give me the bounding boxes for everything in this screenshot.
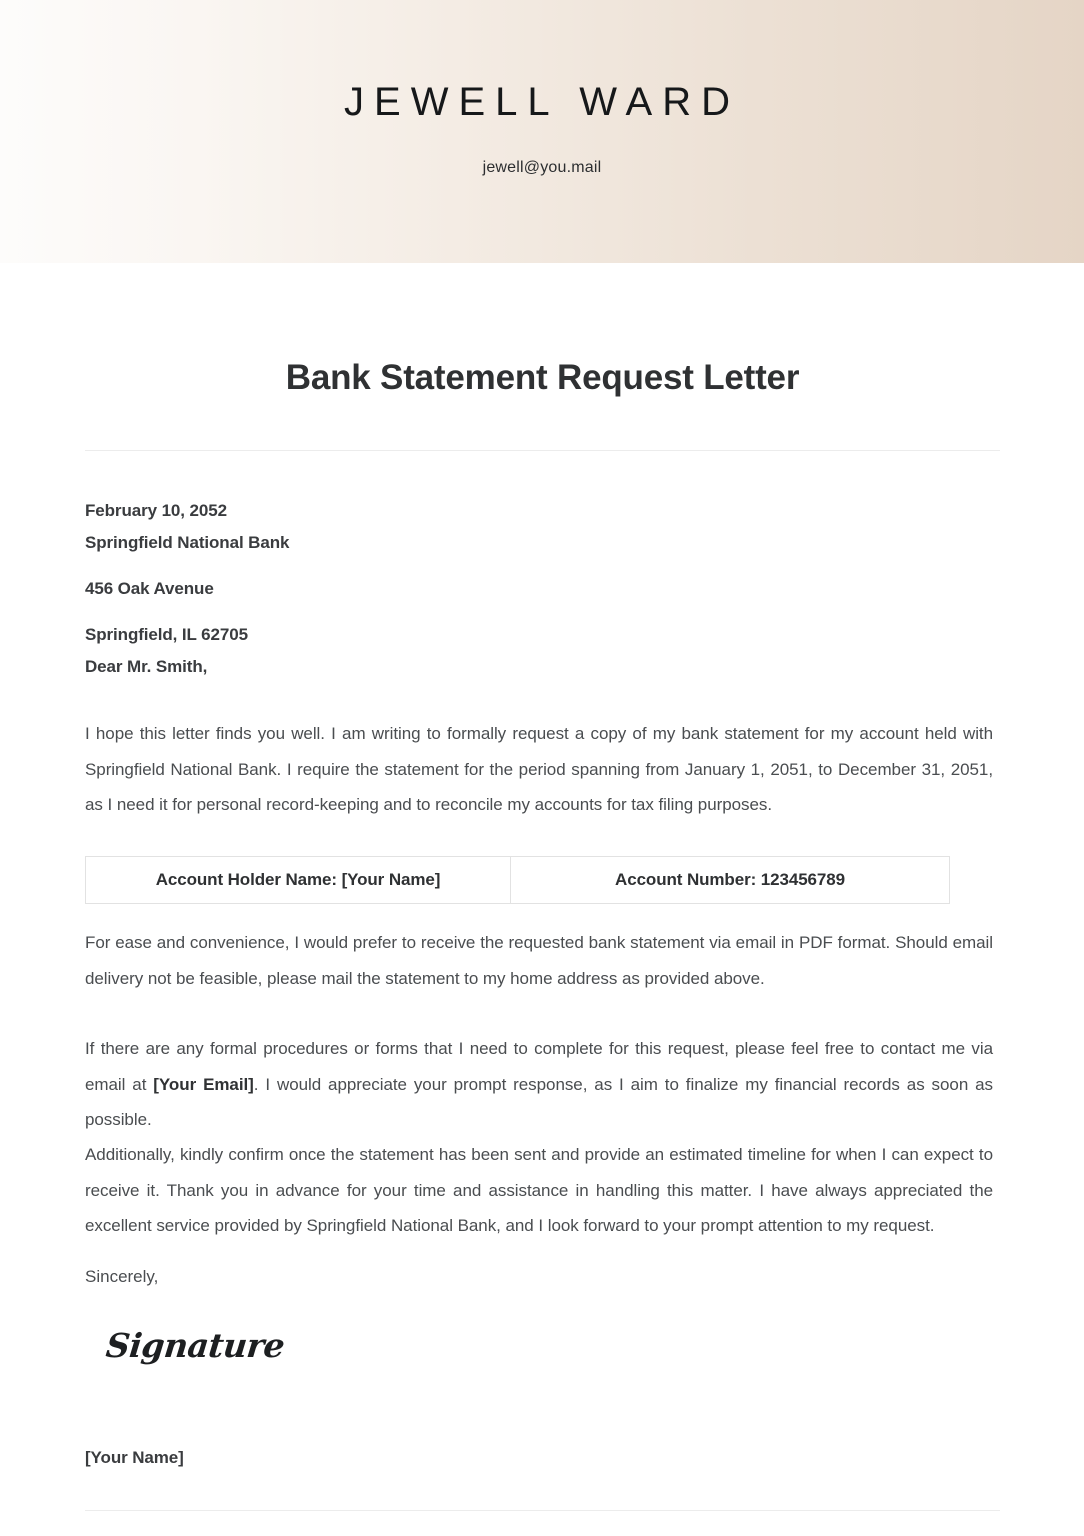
document-sheet [0,263,1084,1536]
recipient-street: 456 Oak Avenue [85,579,214,598]
signature-script: Signature [104,1326,287,1365]
table-row [86,857,950,904]
signer-name: [Your Name] [85,1448,184,1467]
salutation: Dear Mr. Smith, [85,657,208,676]
letterhead-name: JEWELL WARD [344,80,740,124]
account-number-cell: Account Number: 123456789 [511,857,950,904]
paragraph-3-text-before: If there are any formal procedures or forms that I need to complete for this request, please feel free to contact me via email at [85,1039,993,1094]
recipient-city-state-zip: Springfield, IL 62705 [85,625,248,644]
address-block [85,499,1000,679]
title-divider [85,450,1000,451]
body-paragraph-3 [85,1031,993,1138]
account-details-table [85,856,950,904]
your-email-placeholder: [Your Email] [153,1074,254,1094]
paragraph-3-text-after: . I would appreciate your prompt response, as I aim to finalize my financial records as soon as possible. [85,1074,993,1129]
body-paragraph-1: I hope this letter finds you well. I am writing to formally request a copy of my bank statement for my account held with Springfield National Bank. I require the statement for the period spanning from January 1, 2051, to December 31, 2051, as I need it for personal record-keeping and to reconcile my accounts for tax filing purposes. [85,724,993,814]
letterhead-email: jewell@you.mail [482,159,602,176]
body-paragraph-2: For ease and convenience, I would prefer to receive the requested bank statement via email in PDF format. Should email delivery not be feasible, please mail the statement to my home address as provided above. [85,933,993,988]
closing-salutation: Sincerely, [85,1267,159,1286]
letterhead-banner [0,0,1084,263]
body-paragraph-4: Additionally, kindly confirm once the statement has been sent and provide an estimated timeline for when I can expect to receive it. Thank you in advance for your time and assistance in handling this matter. I have always appreciated the excellent service provided by Springfield National Bank, and I look forward to your prompt attention to my request. [85,1145,993,1235]
footer-divider [85,1510,1000,1511]
account-holder-cell: Account Holder Name: [Your Name] [86,857,511,904]
letter-date: February 10, 2052 [85,501,227,520]
recipient-organization: Springfield National Bank [85,533,290,552]
page-title: Bank Statement Request Letter [285,358,800,397]
